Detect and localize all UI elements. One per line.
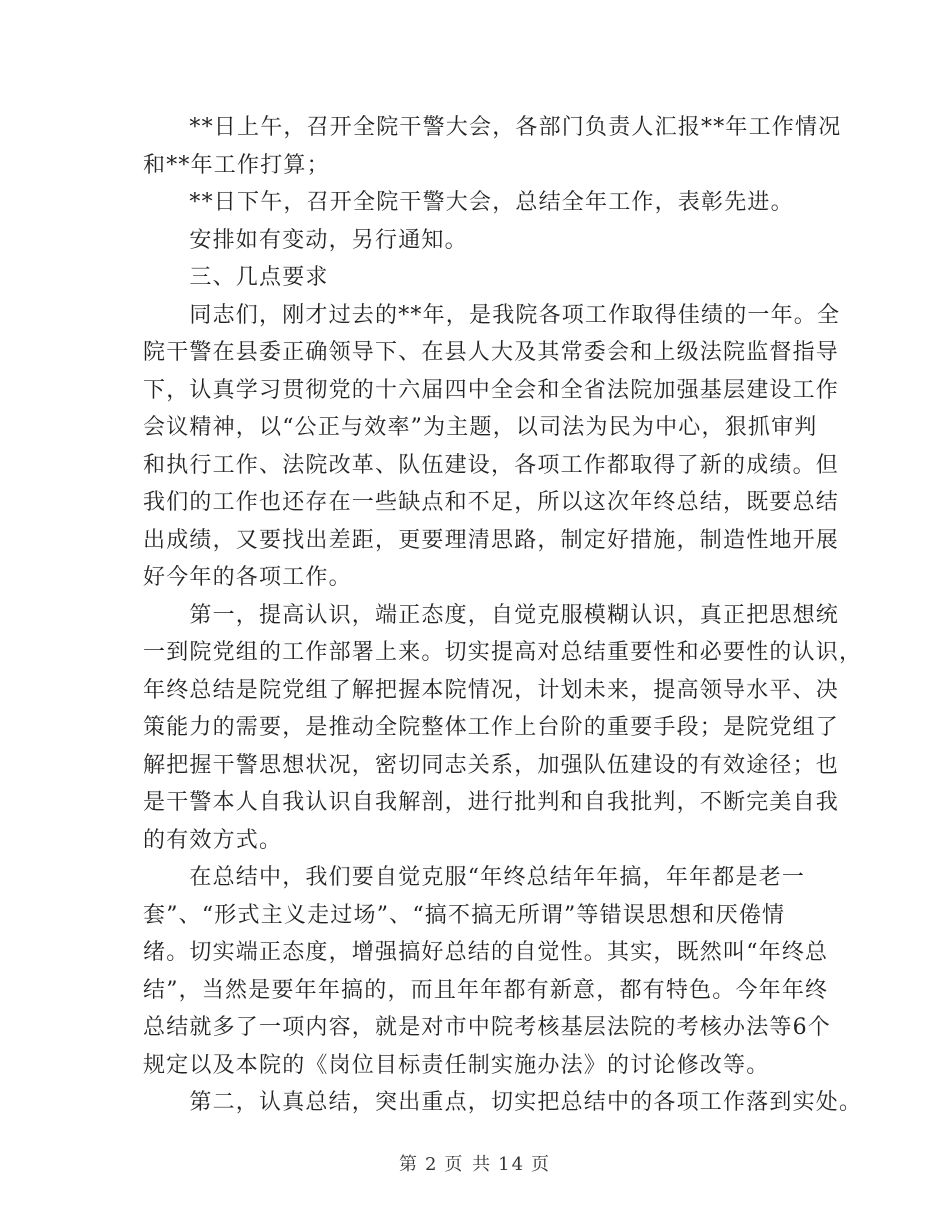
text-line: 规定以及本院的《岗位目标责任制实施办法》的讨论修改等。 <box>143 1052 770 1078</box>
text-line: **日下午，召开全院干警大会，总结全年工作，表彰先进。 <box>143 190 794 215</box>
text-line: 第一，提高认识，端正态度，自觉克服模糊认识，真正把思想统 <box>143 602 840 628</box>
document-body <box>143 109 863 1122</box>
text-line: 策能力的需要，是推动全院整体工作上台阶的重要手段；是院党组了 <box>143 715 840 740</box>
text-line: 解把握干警思想状况，密切同志关系，加强队伍建设的有效途径；也 <box>143 752 840 778</box>
text-line: 在总结中，我们要自觉克服“年终总结年年搞，年年都是老一 <box>143 865 806 890</box>
text-line: 总结就多了一项内容，就是对市中院考核基层法院的考核办法等6个 <box>143 1015 831 1040</box>
text-line: 下，认真学习贯彻党的十六届四中全会和全省法院加强基层建设工作 <box>143 377 840 403</box>
text-line: **日上午，召开全院干警大会，各部门负责人汇报**年工作情况 <box>143 115 842 140</box>
text-line: 和**年工作打算； <box>143 152 330 178</box>
total-pages: 14 <box>498 1154 526 1175</box>
text-line: 绪。切实端正态度，增强搞好总结的自觉性。其实，既然叫“年终总 <box>143 940 829 965</box>
text-line: 安排如有变动，另行通知。 <box>143 227 468 253</box>
footer-middle: 页 共 <box>444 1154 493 1175</box>
section-heading: 三、几点要求 <box>143 265 329 290</box>
text-line: 套”、“形式主义走过场”、“搞不搞无所谓”等错误思想和厌倦情 <box>143 902 786 928</box>
text-line: 是干警本人自我认识自我解剖，进行批判和自我批判，不断完美自我 <box>143 790 840 815</box>
text-line: 同志们，刚才过去的**年，是我院各项工作取得佳绩的一年。全 <box>143 302 841 328</box>
text-line: 会议精神，以“公正与效率”为主题，以司法为民为中心，狠抓审判 <box>143 415 818 440</box>
page-footer <box>0 1150 950 1176</box>
page-number: 2 <box>424 1154 439 1175</box>
footer-prefix: 第 <box>398 1154 419 1175</box>
text-line: 的有效方式。 <box>143 827 283 853</box>
text-line: 院干警在县委正确领导下、在县人大及其常委会和上级法院监督指导 <box>143 340 840 365</box>
text-line: 我们的工作也还存在一些缺点和不足，所以这次年终总结，既要总结 <box>143 490 840 515</box>
text-line: 和执行工作、法院改革、队伍建设，各项工作都取得了新的成绩。但 <box>143 452 840 478</box>
text-line: 一到院党组的工作部署上来。切实提高对总结重要性和必要性的认识， <box>143 640 863 665</box>
footer-suffix: 页 <box>531 1154 552 1175</box>
text-line: 好今年的各项工作。 <box>143 565 352 590</box>
text-line: 结”，当然是要年年搞的，而且年年都有新意，都有特色。今年年终 <box>143 977 829 1003</box>
text-line: 年终总结是院党组了解把握本院情况，计划未来，提高领导水平、决 <box>143 677 840 703</box>
text-line: 出成绩，又要找出差距，更要理清思路，制定好措施，制造性地开展 <box>143 527 840 553</box>
text-line: 第二，认真总结，突出重点，切实把总结中的各项工作落到实处。 <box>143 1090 863 1115</box>
